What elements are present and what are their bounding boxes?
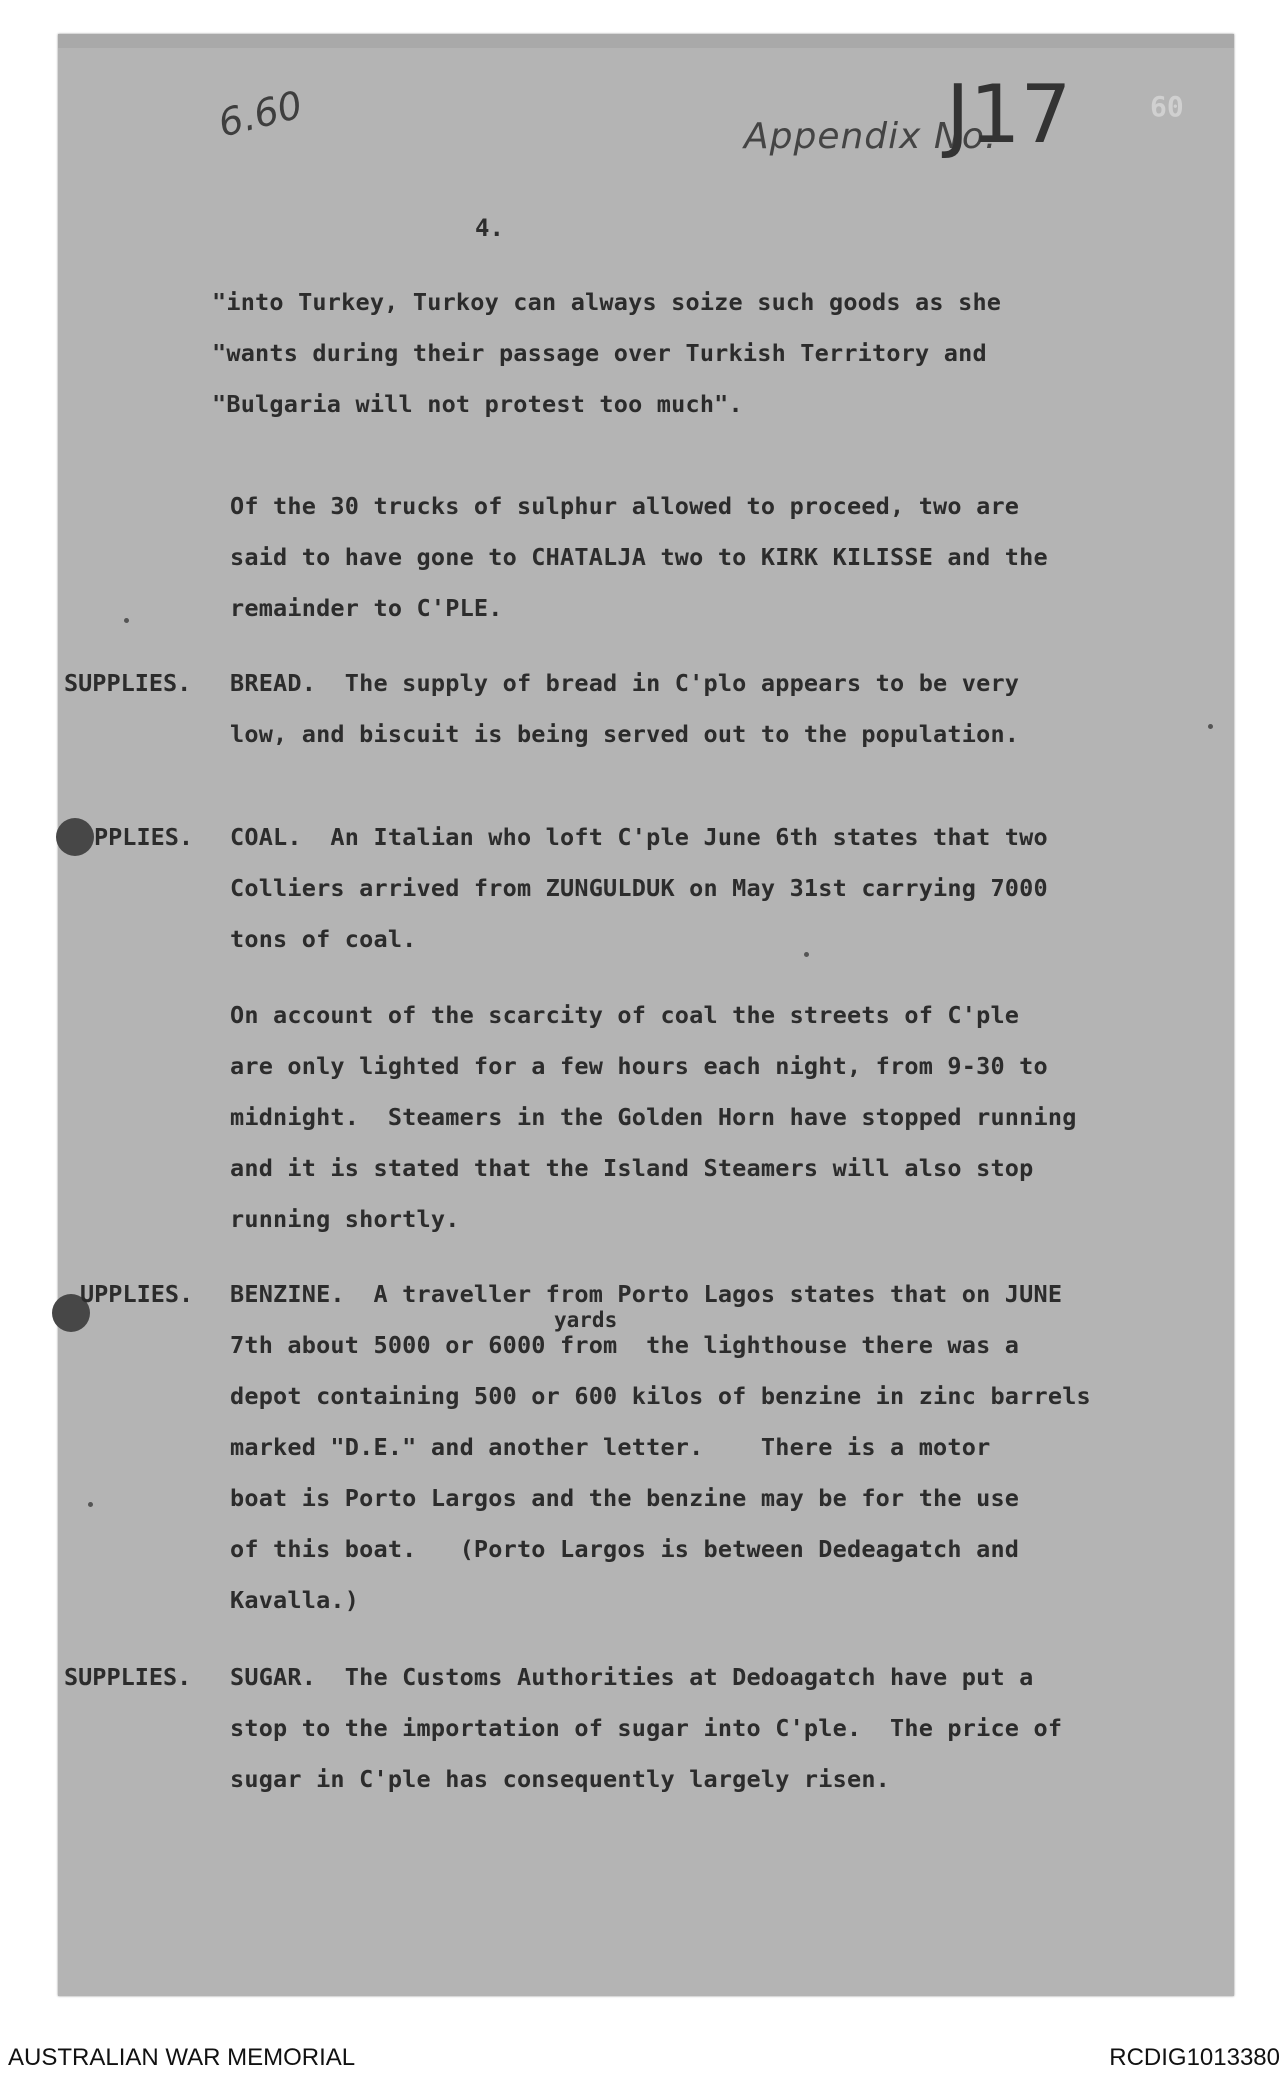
text-line: of this boat. (Porto Largos is between Dedeagatch and	[230, 1535, 1020, 1563]
paper-speck	[804, 952, 809, 957]
text-line: remainder to C'PLE.	[230, 594, 503, 622]
paper-speck	[88, 1502, 93, 1507]
page-stamp: 60	[1150, 90, 1184, 123]
interlinear-insertion: yards	[554, 1308, 618, 1332]
text-line: 7th about 5000 or 6000 from the lighthouse there was a	[230, 1331, 1020, 1359]
archive-identifier: RCDIG1013380	[1109, 2044, 1280, 2071]
text-line: sugar in C'ple has consequently largely risen.	[230, 1765, 891, 1793]
appendix-reference: J17	[946, 68, 1072, 161]
text-line: marked "D.E." and another letter. There is a motor	[230, 1433, 991, 1461]
text-line: and it is stated that the Island Steamers will also stop	[230, 1154, 1034, 1182]
text-line: running shortly.	[230, 1205, 460, 1233]
margin-heading: SUPPLIES.	[64, 669, 192, 697]
text-line: low, and biscuit is being served out to the population.	[230, 720, 1020, 748]
text-line: said to have gone to CHATALJA two to KIRK KILISSE and the	[230, 543, 1048, 571]
document-sheet	[58, 34, 1234, 1996]
text-line: "wants during their passage over Turkish Territory and	[212, 339, 987, 367]
paper-speck	[124, 618, 129, 623]
text-line: On account of the scarcity of coal the streets of C'ple	[230, 1001, 1020, 1029]
sheet-edge	[58, 34, 1234, 48]
text-line: "Bulgaria will not protest too much".	[212, 390, 743, 418]
text-line: SUGAR. The Customs Authorities at Dedoagatch have put a	[230, 1663, 1034, 1691]
text-line: "into Turkey, Turkoy can always soize such goods as she	[212, 288, 1002, 316]
margin-heading: PPLIES.	[94, 823, 194, 851]
archive-credit: AUSTRALIAN WAR MEMORIAL	[8, 2044, 356, 2071]
text-line: Kavalla.)	[230, 1586, 360, 1614]
margin-heading: SUPPLIES.	[64, 1663, 192, 1691]
page-number: 4.	[475, 214, 504, 242]
text-line: COAL. An Italian who loft C'ple June 6th states that two	[230, 823, 1048, 851]
punch-hole	[56, 818, 94, 856]
text-line: Colliers arrived from ZUNGULDUK on May 31st carrying 7000	[230, 874, 1048, 902]
text-line: midnight. Steamers in the Golden Horn have stopped running	[230, 1103, 1077, 1131]
text-line: are only lighted for a few hours each night, from 9-30 to	[230, 1052, 1048, 1080]
text-line: depot containing 500 or 600 kilos of benzine in zinc barrels	[230, 1382, 1091, 1410]
margin-heading: UPPLIES.	[80, 1280, 194, 1308]
text-line: BENZINE. A traveller from Porto Lagos states that on JUNE	[230, 1280, 1063, 1308]
text-line: BREAD. The supply of bread in C'plo appears to be very	[230, 669, 1020, 697]
text-line: boat is Porto Largos and the benzine may be for the use	[230, 1484, 1020, 1512]
text-line: stop to the importation of sugar into C'ple. The price of	[230, 1714, 1063, 1742]
handwritten-folio: 6.60	[213, 82, 307, 146]
paper-speck	[1208, 724, 1213, 729]
text-line: tons of coal.	[230, 925, 417, 953]
text-line: Of the 30 trucks of sulphur allowed to proceed, two are	[230, 492, 1020, 520]
appendix-label: Appendix No.	[744, 116, 998, 157]
